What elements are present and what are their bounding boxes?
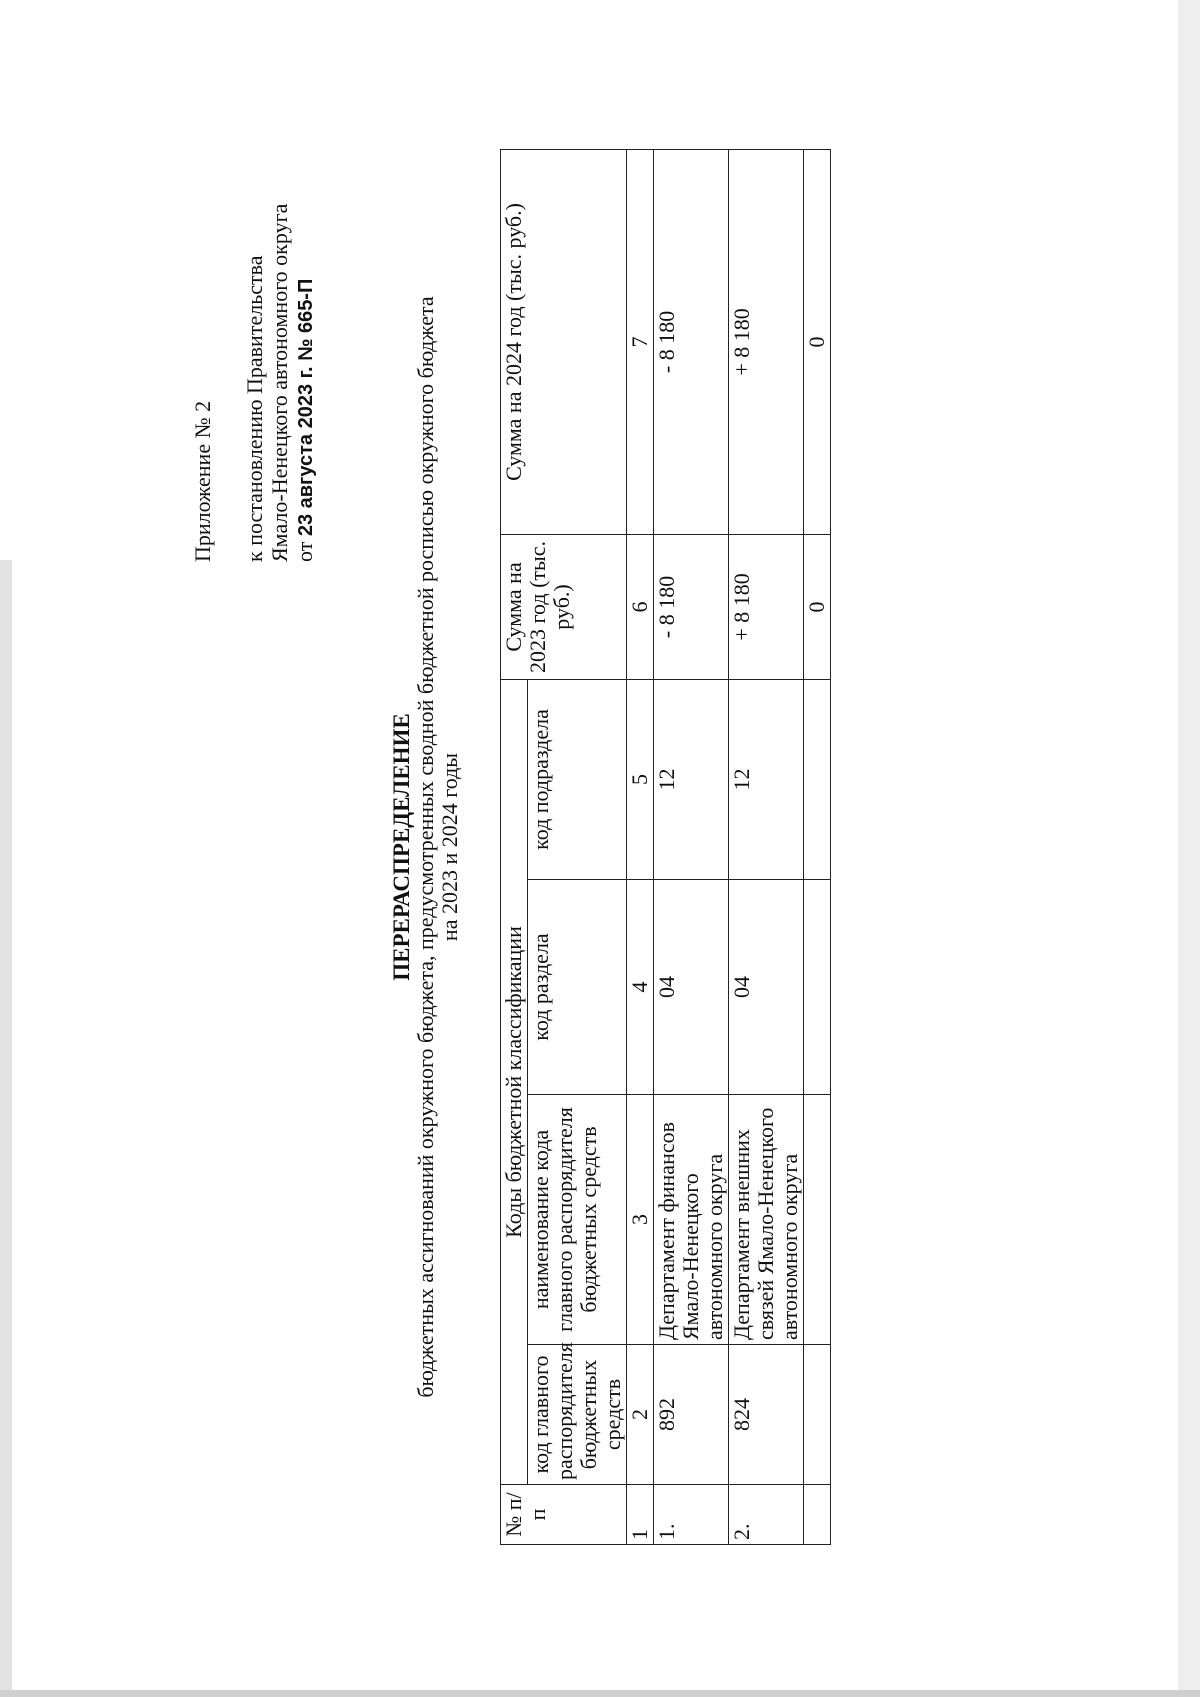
header-grbs-code: код главного распорядителя бюджетных средств	[528, 1345, 627, 1485]
total-empty-cell	[804, 1345, 831, 1485]
redistribution-table	[500, 149, 831, 1545]
column-number-cell: 6	[627, 534, 654, 679]
total-empty-cell	[804, 880, 831, 1095]
header-grbs-name: наименование кода главного распорядителя бюджетных средств	[528, 1095, 627, 1345]
column-number-cell: 1	[627, 1485, 654, 1545]
header-subsection: код подраздела	[528, 679, 627, 879]
table-row	[654, 149, 729, 1544]
row-grbs-code: 824	[729, 1345, 804, 1485]
document-subtitle-line-2: на 2023 и 2024 годы	[437, 752, 462, 942]
total-sum-2023: 0	[804, 534, 831, 679]
appendix-line-3	[292, 22, 319, 562]
row-num: 1.	[654, 1485, 729, 1545]
header-sum-2024: Сумма на 2024 год (тыс. руб.)	[501, 149, 627, 534]
header-codes-group: Коды бюджетной классификации	[501, 679, 528, 1484]
scan-right-margin	[1178, 0, 1200, 1697]
header-num: № п/п	[501, 1485, 627, 1545]
document-subtitle-line-1: бюджетных ассигнований окружного бюджета, предусмотренных сводной бюджетной росписью окружного бюджета	[413, 296, 438, 1398]
table-header-row-1	[501, 149, 528, 1544]
total-empty-cell	[804, 1095, 831, 1345]
header-section: код раздела	[528, 880, 627, 1095]
row-section: 04	[729, 880, 804, 1095]
appendix-block	[190, 22, 319, 562]
row-subsection: 12	[729, 679, 804, 879]
row-subsection: 12	[654, 679, 729, 879]
appendix-line-2: Ямало-Ненецкого автономного округа	[267, 203, 292, 562]
table-row	[729, 149, 804, 1544]
scan-left-shadow	[0, 560, 12, 1690]
column-number-cell: 4	[627, 880, 654, 1095]
column-number-row	[627, 149, 654, 1544]
row-sum-2023: + 8 180	[729, 534, 804, 679]
total-empty-cell	[804, 679, 831, 879]
column-number-cell: 2	[627, 1345, 654, 1485]
row-section: 04	[654, 880, 729, 1095]
column-number-cell: 7	[627, 149, 654, 534]
total-sum-2024: 0	[804, 149, 831, 534]
table-total-row	[804, 149, 831, 1544]
row-grbs-name: Департамент внешних связей Ямало-Ненецкого автономного округа	[729, 1095, 804, 1345]
scan-bottom-margin	[0, 1690, 1200, 1697]
row-sum-2024: + 8 180	[729, 149, 804, 534]
appendix-line-1: к постановлению Правительства	[242, 255, 267, 562]
row-sum-2024: - 8 180	[654, 149, 729, 534]
appendix-date-prefix: от	[292, 541, 317, 562]
total-empty-cell	[804, 1485, 831, 1545]
row-num: 2.	[729, 1485, 804, 1545]
appendix-date-number: 23 августа 2023 г. № 665-П	[295, 278, 317, 537]
header-sum-2023: Сумма на 2023 год (тыс. руб.)	[501, 534, 627, 679]
row-sum-2023: - 8 180	[654, 534, 729, 679]
row-grbs-name: Департамент финансов Ямало-Ненецкого автономного округа	[654, 1095, 729, 1345]
row-grbs-code: 892	[654, 1345, 729, 1485]
appendix-number: Приложение № 2	[190, 400, 215, 562]
column-number-cell: 5	[627, 679, 654, 879]
column-number-cell: 3	[627, 1095, 654, 1345]
document-heading: ПЕРЕРАСПРЕДЕЛЕНИЕ	[389, 713, 414, 981]
document-title-block	[390, 147, 462, 1547]
